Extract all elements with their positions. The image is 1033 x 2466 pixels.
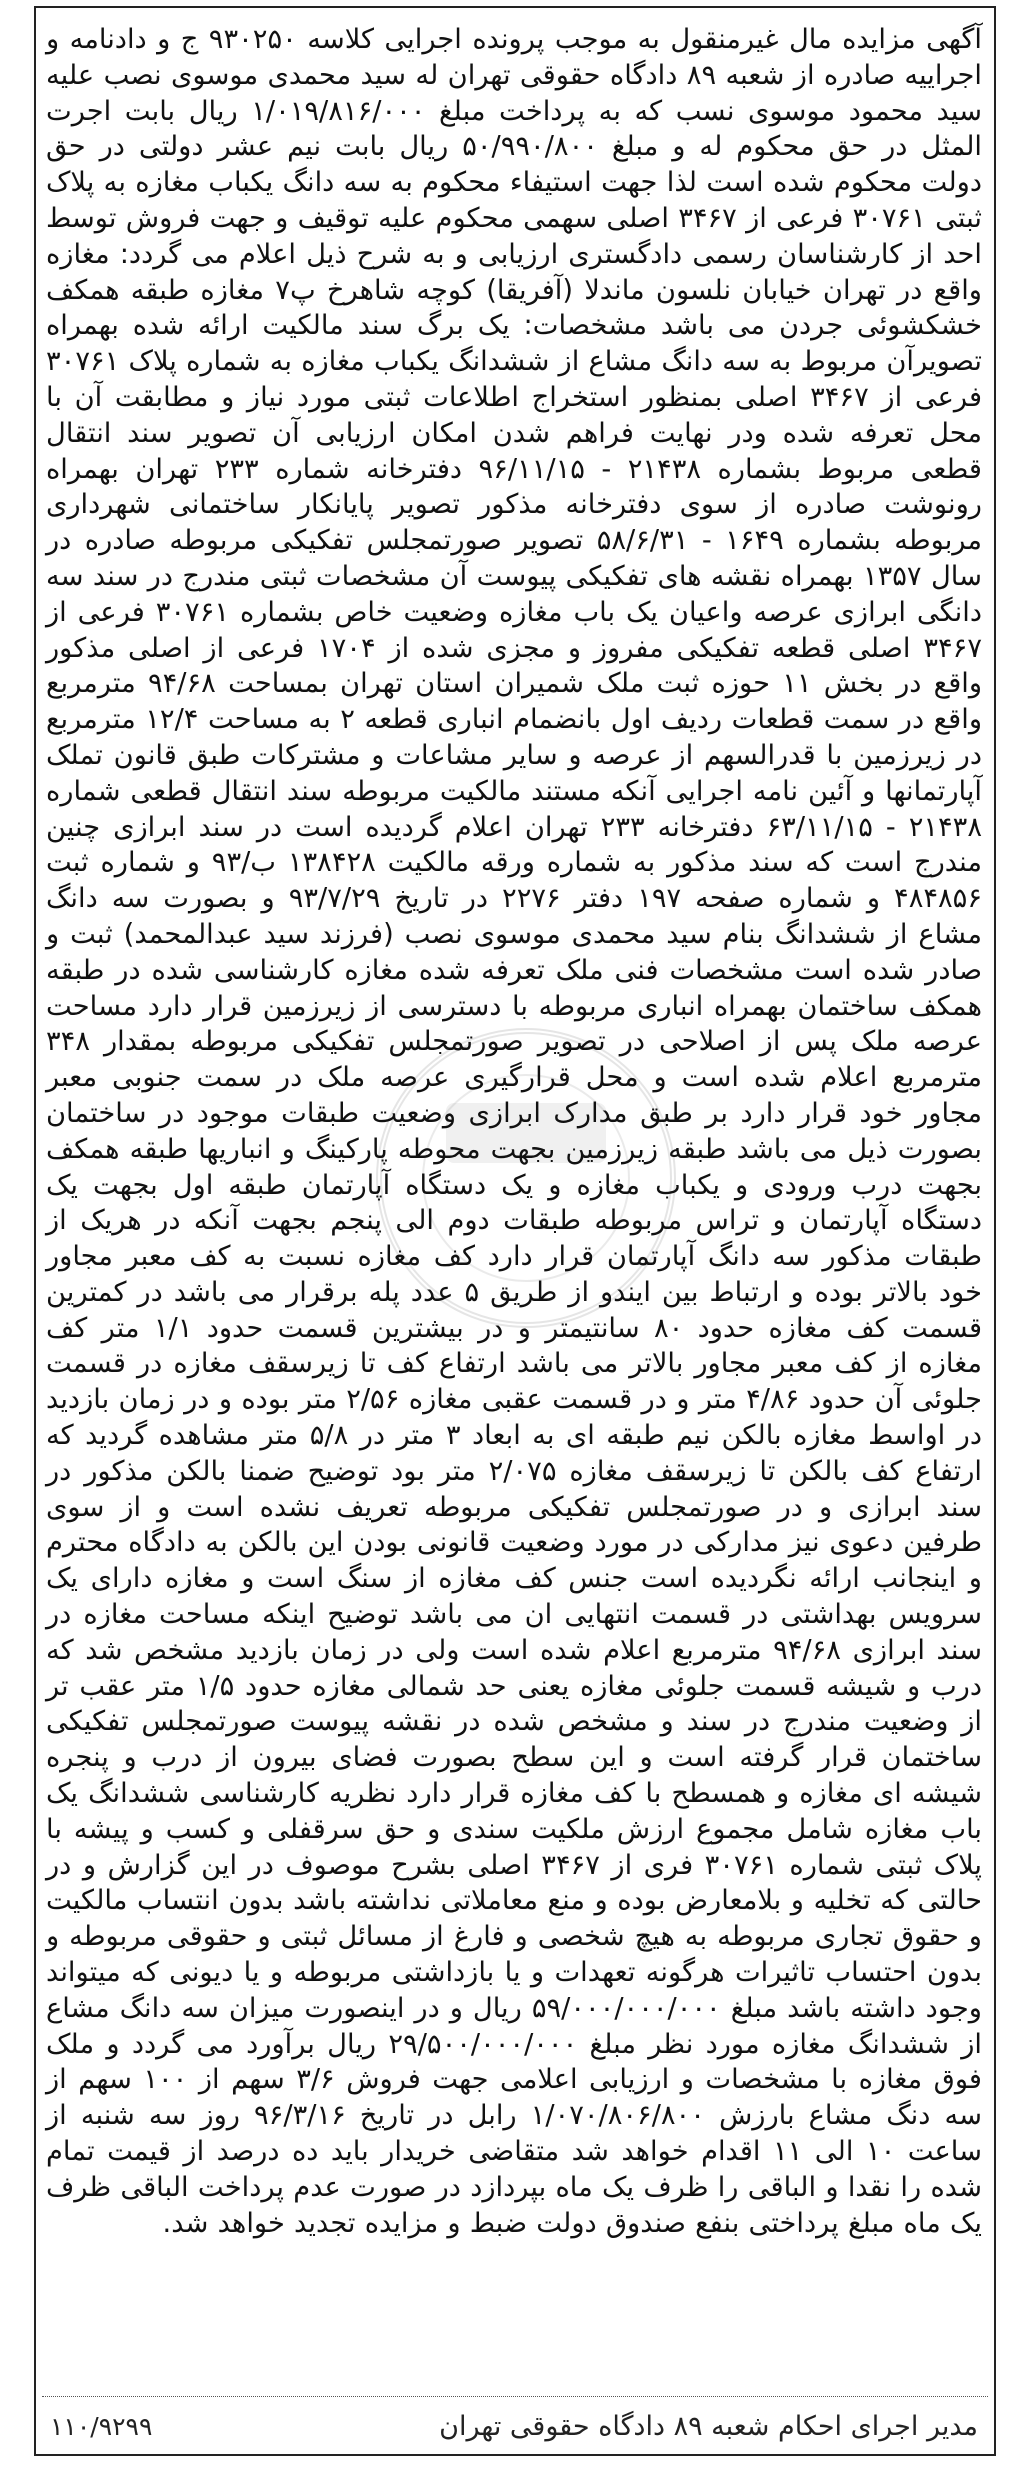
- footer-divider: [42, 2396, 988, 2397]
- notice-body: آگهی مزایده مال غیرمنقول به موجب پرونده اجرایی کلاسه ۹۳۰۲۵۰ ج و دادنامه و اجراییه صادره از شعبه ۸۹ دادگاه حقوقی تهران له سید محمدی موسوی نصب علیه سید محمود موسوی نسب که به پرداخت مبلغ ۱/۰۱۹/۸۱۶/۰۰۰ ریال بابت اجرت المثل در حق محکوم له و مبلغ ۵۰/۹۹۰/۸۰۰ ریال بابت نیم عشر دولتی در حق دولت محکوم شده است لذا جهت استیفاء محکوم به سه دانگ یکباب مغازه به پلاک ثبتی ۳۰۷۶۱ فرعی از ۳۴۶۷ اصلی سهمی محکوم علیه توقیف و جهت فروش توسط احد از کارشناسان رسمی دادگستری ارزیابی و به شرح ذیل اعلام می گردد: مغازه واقع در تهران خیابان نلسون ماندلا (آفریقا) کوچه شاهرخ پ۷ مغازه طبقه همکف خشکشوئی جردن می باشد مشخصات: یک برگ سند مالکیت ارائه شده بهمراه تصویرآن مربوط به سه دانگ مشاع از ششدانگ یکباب مغازه به شماره پلاک ۳۰۷۶۱ فرعی از ۳۴۶۷ اصلی بمنظور استخراج اطلاعات ثبتی مورد نیاز و مطابقت آن با محل تعرفه شده ودر نهایت فراهم شدن امکان ارزیابی آن تصویر سند انتقال قطعی مربوط بشماره ۲۱۴۳۸ - ۹۶/۱۱/۱۵ دفترخانه شماره ۲۳۳ تهران بهمراه رونوشت صادره از سوی دفترخانه مذکور تصویر پایانکار ساختمانی شهرداری مربوطه بشماره ۱۶۴۹ - ۵۸/۶/۳۱ تصویر صورتمجلس تفکیکی مربوطه صادره در سال ۱۳۵۷ بهمراه نقشه های تفکیکی پیوست آن مشخصات ثبتی مندرج در سند سه دانگی ابرازی عرصه واعیان یک باب مغازه وضعیت خاص بشماره ۳۰۷۶۱ فرعی از ۳۴۶۷ اصلی قطعه تفکیکی مفروز و مجزی شده از ۱۷۰۴ فرعی از اصلی مذکور واقع در بخش ۱۱ حوزه ثبت ملک شمیران استان تهران بمساحت ۹۴/۶۸ مترمربع واقع در سمت قطعات ردیف اول بانضمام انباری قطعه ۲ به مساحت ۱۲/۴ مترمربع در زیرزمین با قدرالسهم از عرصه و سایر مشاعات و مشترکات طبق قانون تملک آپارتمانها و آئین نامه اجرایی آنکه مستند مالکیت مربوطه سند انتقال قطعی شماره ۲۱۴۳۸ - ۶۳/۱۱/۱۵ دفترخانه ۲۳۳ تهران اعلام گردیده است در سند ابرازی چنین مندرج است که سند مذکور به شماره ورقه مالکیت ۱۳۸۴۲۸ ب/۹۳ و شماره ثبت ۴۸۴۸۵۶ و شماره صفحه ۱۹۷ دفتر ۲۲۷۶ در تاریخ ۹۳/۷/۲۹ و بصورت سه دانگ مشاع از ششدانگ بنام سید محمدی موسوی نصب (فرزند سید عبدالمحمد) ثبت و صادر شده است مشخصات فنی ملک تعرفه شده مغازه کارشناسی شده در طبقه همکف ساختمان بهمراه انباری مربوطه با دسترسی از زیرزمین قرار دارد مساحت عرصه ملک پس از اصلاحی در تصویر صورتمجلس تفکیکی مربوطه بمقدار ۳۴۸ مترمربع اعلام شده است و محل قرارگیری عرصه ملک در سمت جنوبی معبر مجاور خود قرار دارد بر طبق مدارک ابرازی وضعیت طبقات موجود در ساختمان بصورت ذیل می باشد طبقه زیرزمین بجهت محوطه پارکینگ و انباریها طبقه همکف بجهت درب ورودی و یکباب مغازه و یک دستگاه آپارتمان طبقه اول بجهت یک دستگاه آپارتمان و تراس مربوطه طبقات دوم الی پنجم بجهت آنکه در هریک از طبقات مذکور سه دانگ آپارتمان قرار دارد کف مغازه نسبت به کف معبر مجاور خود بالاتر بوده و ارتباط بین ایندو از طریق ۵ عدد پله برقرار می باشد در کمترین قسمت کف مغازه حدود ۸۰ سانتیمتر و در بیشترین قسمت حدود ۱/۱ متر کف مغازه از کف معبر مجاور بالاتر می باشد ارتفاع کف تا زیرسقف مغازه در قسمت جلوئی آن حدود ۴/۸۶ متر و در قسمت عقبی مغازه ۲/۵۶ متر بوده و در زمان بازدید در اواسط مغازه بالکن نیم طبقه ای به ابعاد ۳ متر در ۵/۸ متر مشاهده گردید که ارتفاع کف بالکن تا زیرسقف مغازه ۲/۰۷۵ متر بود توضیح ضمنا بالکن مذکور در سند ابرازی و در صورتمجلس تفکیکی مربوطه تعریف نشده است و از سوی طرفین دعوی نیز مدارکی در مورد وضعیت قانونی بودن این بالکن به دادگاه محترم و اینجانب ارائه نگردیده است جنس کف مغازه از سنگ است و مغازه دارای یک سرویس بهداشتی در قسمت انتهایی ان می باشد توضیح اینکه مساحت مغازه در سند ابرازی ۹۴/۶۸ مترمربع اعلام شده است ولی در زمان بازدید مشخص شد که درب و شیشه قسمت جلوئی مغازه یعنی حد شمالی مغازه حدود ۱/۵ متر عقب تر از وضعیت مندرج در سند و مشخص شده در نقشه پیوست صورتمجلس تفکیکی ساختمان قرار گرفته است و این سطح بصورت فضای بیرون از درب و پنجره شیشه ای مغازه و همسطح با کف مغازه قرار دارد نظریه کارشناسی ششدانگ یک باب مغازه شامل مجموع ارزش ملکیت سندی و حق سرقفلی و کسب و پیشه با پلاک ثبتی شماره ۳۰۷۶۱ فری از ۳۴۶۷ اصلی بشرح موصوف در این گزارش و در حالتی که تخلیه و بلامعارض بوده و منع معاملاتی نداشته باشد بدون انتساب مالکیت و حقوق تجاری مربوطه به هیچ شخصی و فارغ از مسائل ثبتی و حقوقی مربوطه و بدون احتساب تاثیرات هرگونه تعهدات و یا بازداشتی مربوطه و یا دیونی که میتواند وجود داشته باشد مبلغ ۵۹/۰۰۰/۰۰۰/۰۰۰ ریال و در اینصورت میزان سه دانگ مشاع از ششدانگ مغازه مورد نظر مبلغ ۲۹/۵۰۰/۰۰۰/۰۰۰ ریال برآورد می گردد و ملک فوق مغازه با مشخصات و ارزیابی اعلامی جهت فروش ۳/۶ سهم از ۱۰۰ سهم از سه دنگ مشاع بارزش ۱/۰۷۰/۸۰۶/۸۰۰ رابل در تاریخ ۹۶/۳/۱۶ روز سه شنبه از ساعت ۱۰ الی ۱۱ اقدام خواهد شد متقاضی خریدار باید ده درصد از قیمت تمام شده را نقدا و الباقی را ظرف یک ماه بپردازد در صورت عدم پرداخت الباقی ظرف یک ماه مبلغ پرداختی بنفع صندوق دولت ضبط و مزایده تجدید خواهد شد.: [46, 24, 983, 2239]
- notice-frame: [34, 6, 996, 2456]
- notice-code: ۱۱۰/۹۲۹۹: [50, 2411, 153, 2441]
- notice-footer: [50, 2402, 978, 2450]
- signature: مدیر اجرای احکام شعبه ۸۹ دادگاه حقوقی تهران: [439, 2410, 978, 2442]
